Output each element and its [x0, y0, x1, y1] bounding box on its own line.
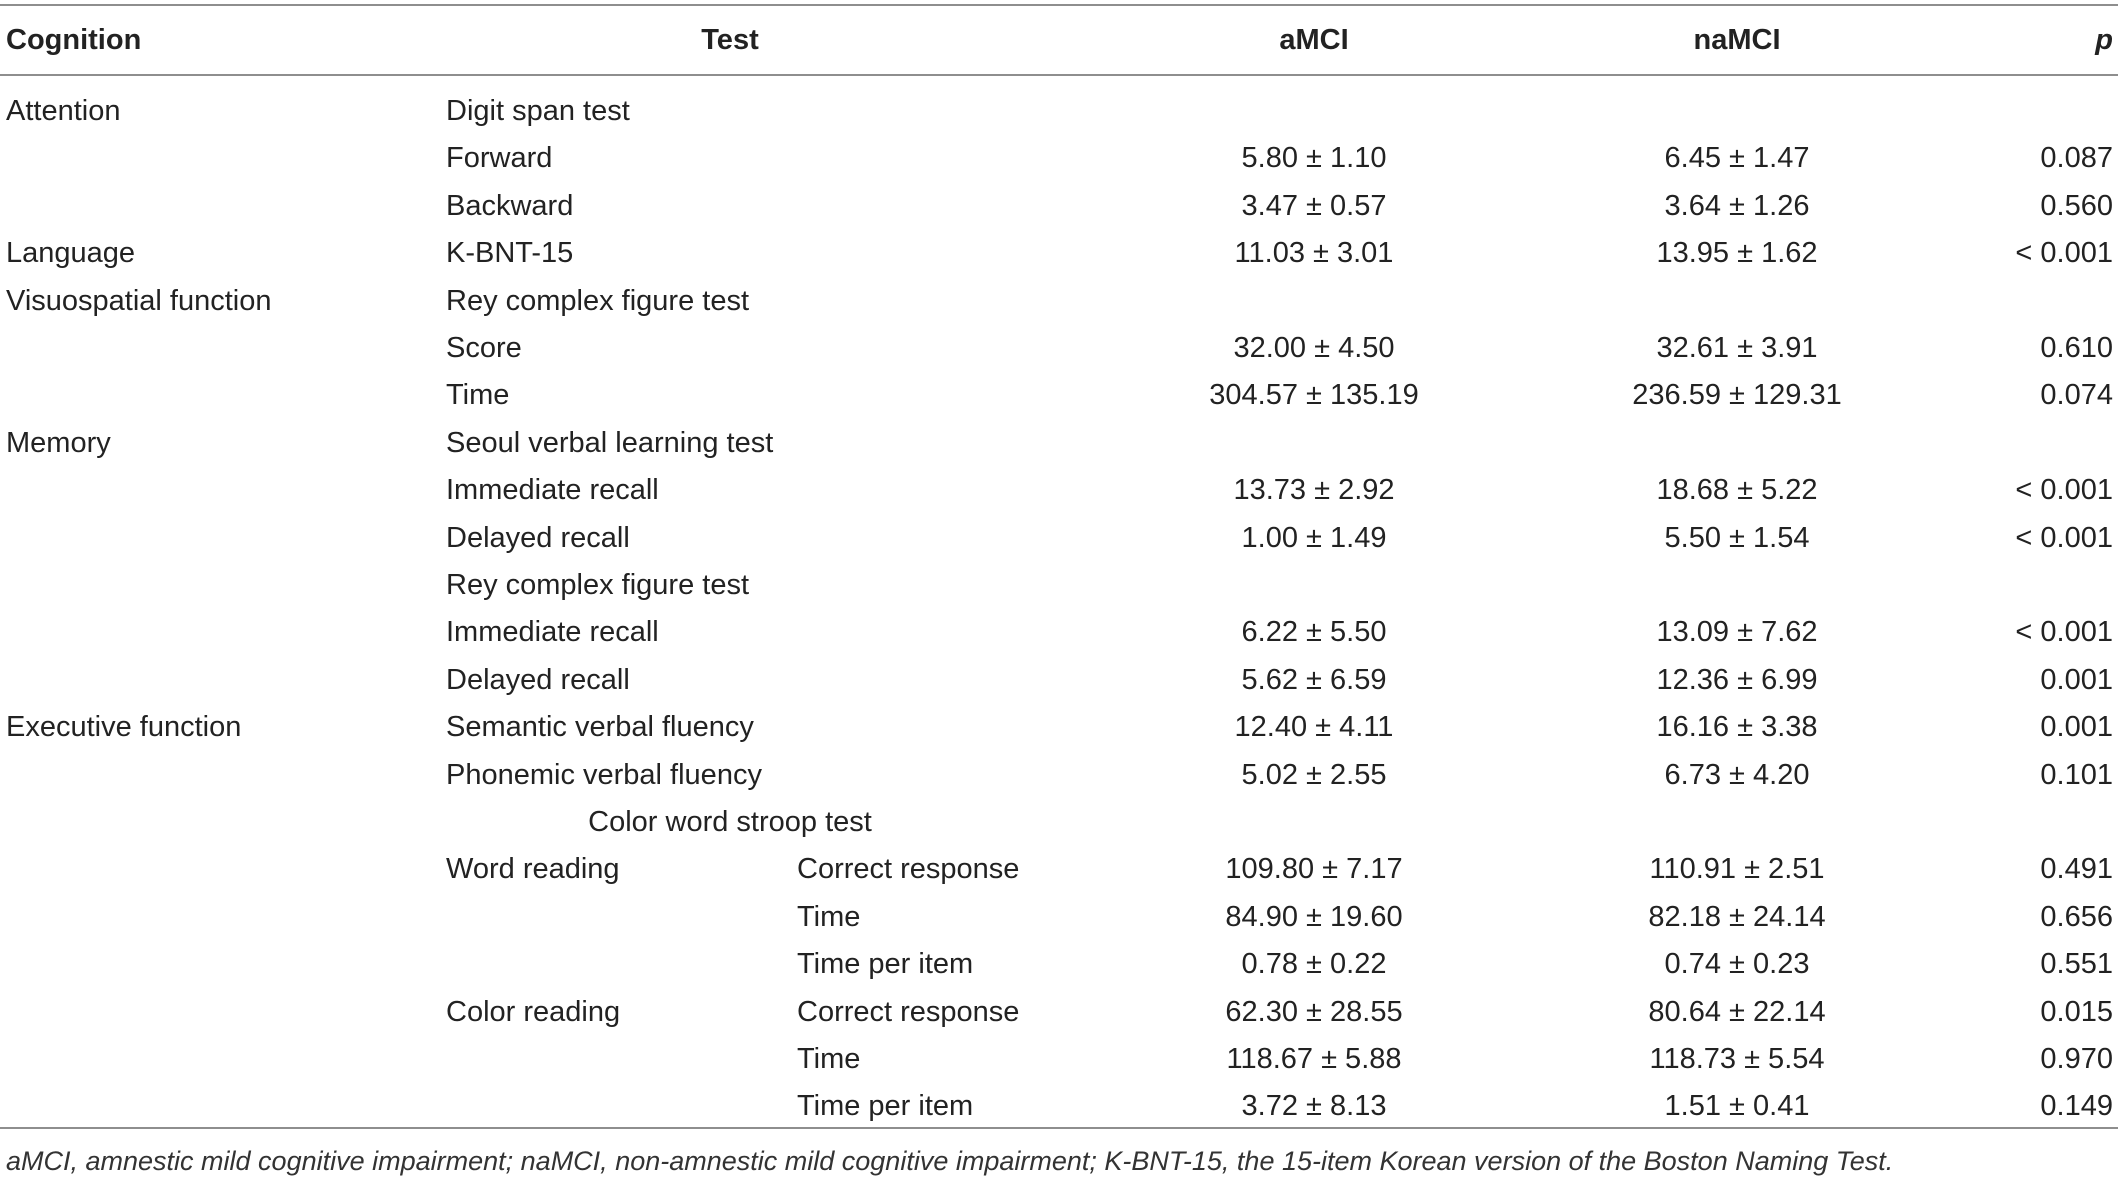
namci-cell: 82.18 ± 24.14: [1648, 900, 1826, 933]
p-value-cell: < 0.001: [2015, 474, 2113, 507]
table-row: [0, 657, 2118, 704]
subtest-cell: Correct response: [797, 995, 1020, 1028]
subtest-cell: Time: [797, 900, 861, 933]
table-row: [0, 135, 2118, 182]
test-cell: Rey complex figure test: [446, 569, 750, 601]
table-row: [0, 325, 2118, 372]
header-row: [0, 17, 2118, 64]
table-row: [0, 989, 2118, 1036]
header-p: p: [2095, 24, 2113, 56]
bottom-rule: [0, 1127, 2118, 1129]
test-cell: Immediate recall: [446, 616, 659, 649]
namci-cell: 6.45 ± 1.47: [1664, 142, 1810, 175]
namci-cell: 18.68 ± 5.22: [1656, 474, 1818, 507]
table-row: [0, 230, 2118, 277]
amci-cell: 304.57 ± 135.19: [1209, 379, 1419, 412]
amci-cell: 5.02 ± 2.55: [1241, 758, 1387, 791]
test-cell: Delayed recall: [446, 663, 630, 696]
table-row: [0, 609, 2118, 656]
amci-cell: 13.73 ± 2.92: [1233, 474, 1395, 507]
test-cell: K-BNT-15: [446, 237, 574, 270]
test-cell: Forward: [446, 142, 553, 175]
table-row: [0, 894, 2118, 941]
p-value-cell: 0.101: [2040, 758, 2113, 791]
p-value-cell: 0.551: [2040, 948, 2113, 981]
header-namci: naMCI: [1693, 24, 1781, 56]
table-row: [0, 562, 2118, 609]
header-cognition: Cognition: [6, 24, 142, 56]
p-value-cell: < 0.001: [2015, 521, 2113, 554]
table-row: [0, 704, 2118, 751]
namci-cell: 236.59 ± 129.31: [1632, 379, 1842, 412]
namci-cell: 80.64 ± 22.14: [1648, 995, 1826, 1028]
top-rule: [0, 4, 2118, 6]
test-cell: Delayed recall: [446, 521, 630, 554]
test-cell: Semantic verbal fluency: [446, 711, 754, 744]
p-value-cell: 0.087: [2040, 142, 2113, 175]
amci-cell: 109.80 ± 7.17: [1225, 853, 1403, 886]
table-row: [0, 846, 2118, 893]
namci-cell: 16.16 ± 3.38: [1656, 711, 1818, 744]
test-cell: Word reading: [446, 853, 620, 886]
subtest-cell: Time per item: [797, 1090, 974, 1123]
namci-cell: 5.50 ± 1.54: [1664, 521, 1810, 554]
test-cell: Score: [446, 332, 522, 364]
table-row: [0, 278, 2118, 325]
p-value-cell: 0.491: [2040, 853, 2113, 886]
test-cell: Seoul verbal learning test: [446, 426, 774, 459]
p-value-cell: 0.610: [2040, 332, 2113, 364]
amci-cell: 12.40 ± 4.11: [1234, 711, 1394, 744]
header-test: Test: [701, 24, 759, 56]
amci-cell: 118.67 ± 5.88: [1226, 1043, 1402, 1075]
namci-cell: 12.36 ± 6.99: [1656, 663, 1818, 696]
p-value-cell: 0.970: [2040, 1043, 2113, 1075]
namci-cell: 32.61 ± 3.91: [1656, 332, 1818, 364]
namci-cell: 13.95 ± 1.62: [1656, 237, 1818, 270]
table-row: [0, 1036, 2118, 1083]
amci-cell: 6.22 ± 5.50: [1241, 616, 1387, 649]
namci-cell: 6.73 ± 4.20: [1664, 758, 1810, 791]
amci-cell: 5.80 ± 1.10: [1241, 142, 1387, 175]
test-cell: Rey complex figure test: [446, 284, 750, 317]
namci-cell: 0.74 ± 0.23: [1664, 948, 1810, 981]
amci-cell: 5.62 ± 6.59: [1241, 663, 1387, 696]
table-row: [0, 941, 2118, 988]
p-value-cell: 0.560: [2040, 189, 2113, 222]
table-row: [0, 1083, 2118, 1130]
amci-cell: 11.03 ± 3.01: [1234, 237, 1394, 270]
test-cell: Digit span test: [446, 95, 630, 127]
cognition-cell: Language: [6, 237, 136, 270]
header-amci: aMCI: [1279, 24, 1349, 56]
p-value-cell: 0.001: [2040, 663, 2113, 696]
cognition-cell: Attention: [6, 95, 121, 127]
table-row: [0, 467, 2118, 514]
amci-cell: 32.00 ± 4.50: [1233, 332, 1395, 364]
amci-cell: 0.78 ± 0.22: [1241, 948, 1387, 981]
cognition-cell: Memory: [6, 426, 111, 459]
table-row: [0, 515, 2118, 562]
amci-cell: 3.72 ± 8.13: [1241, 1090, 1387, 1123]
table-row: [0, 183, 2118, 230]
p-value-cell: 0.656: [2040, 900, 2113, 933]
test-cell: Color reading: [446, 995, 621, 1028]
p-value-cell: 0.015: [2040, 995, 2113, 1028]
test-cell: Immediate recall: [446, 474, 659, 507]
table-footnote: aMCI, amnestic mild cognitive impairment; naMCI, non-amnestic mild cognitive impairment; K-BNT-15, the 15-item Korean version of the Boston Naming Test.: [6, 1146, 1894, 1176]
p-value-cell: 0.149: [2040, 1090, 2113, 1123]
table-row: [0, 420, 2118, 467]
amci-cell: 1.00 ± 1.49: [1241, 521, 1387, 554]
namci-cell: 13.09 ± 7.62: [1656, 616, 1818, 649]
header-rule: [0, 74, 2118, 76]
subtest-cell: Correct response: [797, 853, 1020, 886]
amci-cell: 3.47 ± 0.57: [1241, 189, 1387, 222]
namci-cell: 118.73 ± 5.54: [1649, 1043, 1825, 1075]
namci-cell: 3.64 ± 1.26: [1664, 189, 1810, 222]
subtest-cell: Time per item: [797, 948, 974, 981]
p-value-cell: < 0.001: [2015, 616, 2113, 649]
table-row: [0, 752, 2118, 799]
p-value-cell: < 0.001: [2015, 237, 2113, 270]
table-row: [0, 372, 2118, 419]
amci-cell: 62.30 ± 28.55: [1225, 995, 1403, 1028]
p-value-cell: 0.074: [2040, 379, 2113, 412]
test-group-cell: Color word stroop test: [588, 806, 872, 838]
cognition-cell: Executive function: [6, 711, 242, 744]
test-cell: Time: [446, 379, 510, 412]
cognition-cell: Visuospatial function: [6, 284, 272, 317]
table-row: [0, 799, 2118, 846]
namci-cell: 110.91 ± 2.51: [1649, 853, 1825, 886]
p-value-cell: 0.001: [2040, 711, 2113, 744]
test-cell: Phonemic verbal fluency: [446, 758, 762, 791]
subtest-cell: Time: [797, 1043, 861, 1075]
namci-cell: 1.51 ± 0.41: [1664, 1090, 1810, 1123]
test-cell: Backward: [446, 189, 574, 222]
table-row: [0, 88, 2118, 135]
amci-cell: 84.90 ± 19.60: [1225, 900, 1403, 933]
